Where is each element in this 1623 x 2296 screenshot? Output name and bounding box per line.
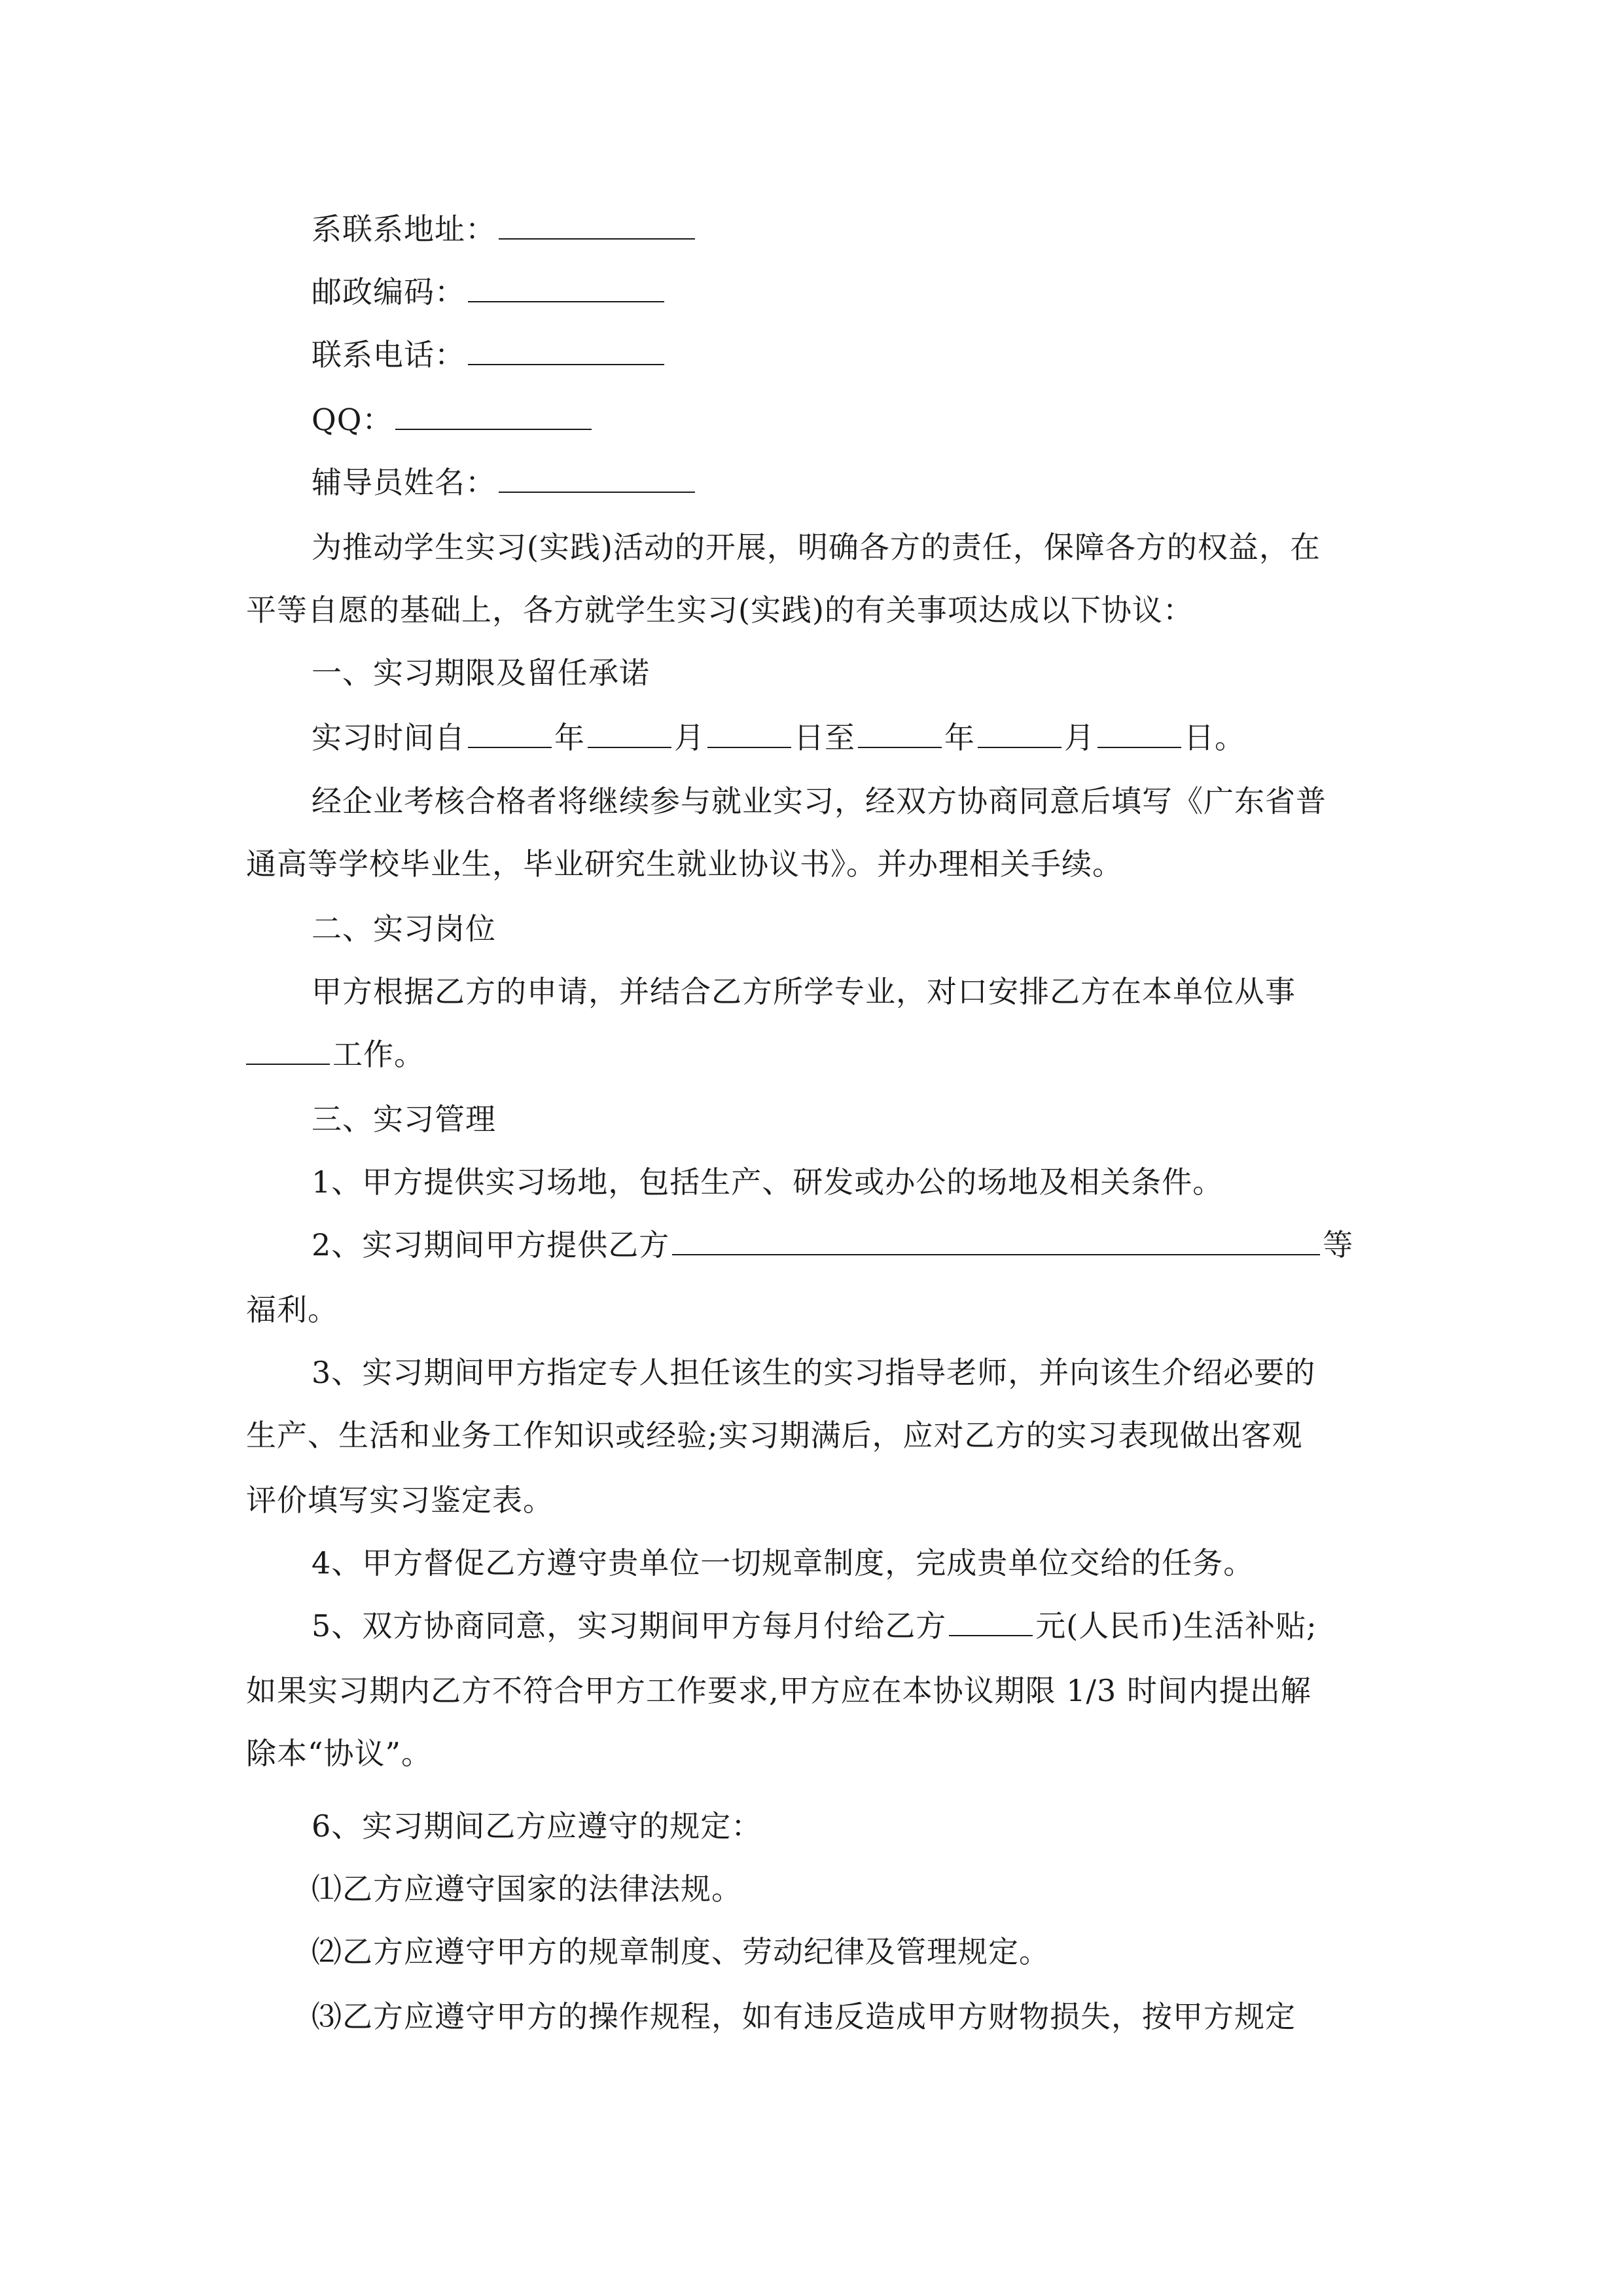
contact-address-blank[interactable] <box>499 209 695 240</box>
year-label: 年 <box>554 720 585 755</box>
intro-line-2: 平等自愿的基础上，各方就学生实习(实践)的有关事项达成以下协议： <box>246 592 1194 628</box>
management-item-6: 6、实习期间乙方应遵守的规定： <box>312 1808 762 1844</box>
contact-postcode-row <box>312 272 667 312</box>
contact-address-label: 系联系地址： <box>312 211 496 247</box>
position-blank[interactable] <box>246 1035 330 1065</box>
section2-heading: 二、实习岗位 <box>312 911 496 946</box>
start-year-blank[interactable] <box>468 718 552 748</box>
contact-postcode-blank[interactable] <box>468 272 664 302</box>
end-month-blank[interactable] <box>978 718 1061 748</box>
section1-heading: 一、实习期限及留任承诺 <box>312 655 650 691</box>
management-item-1: 1、甲方提供实习场地，包括生产、研发或办公的场地及相关条件。 <box>312 1164 1224 1200</box>
management-item-5-line-2: 如果实习期内乙方不符合甲方工作要求,甲方应在本协议期限 1/3 时间内提出解 <box>246 1673 1311 1708</box>
year2-label: 年 <box>944 720 975 755</box>
end-year-blank[interactable] <box>858 718 942 748</box>
contact-postcode-label: 邮政编码： <box>312 274 465 310</box>
rule-3: ⑶乙方应遵守甲方的操作规程，如有违反造成甲方财物损失，按甲方规定 <box>312 1999 1296 2034</box>
management-item-5-line-3: 除本“协议”。 <box>246 1736 433 1771</box>
retain-line-1: 经企业考核合格者将继续参与就业实习，经双方协商同意后填写《广东省普 <box>312 783 1327 819</box>
management-item-3-line-3: 评价填写实习鉴定表。 <box>246 1482 554 1518</box>
management-item-2-cont: 福利。 <box>246 1292 338 1327</box>
allowance-blank[interactable] <box>949 1606 1033 1636</box>
start-day-blank[interactable] <box>707 718 791 748</box>
intro-line-1: 为推动学生实习(实践)活动的开展，明确各方的责任，保障各方的权益，在 <box>312 529 1321 565</box>
position-suffix: 工作。 <box>332 1037 425 1072</box>
end-day-blank[interactable] <box>1097 718 1181 748</box>
item2-suffix: 等 <box>1323 1227 1354 1263</box>
section3-heading: 三、实习管理 <box>312 1102 496 1137</box>
position-line-2 <box>246 1035 425 1074</box>
contact-phone-blank[interactable] <box>468 335 664 365</box>
management-item-3-line-1: 3、实习期间甲方指定专人担任该生的实习指导老师，并向该生介绍必要的 <box>312 1355 1316 1390</box>
contact-qq-blank[interactable] <box>395 400 592 430</box>
start-month-blank[interactable] <box>588 718 671 748</box>
contact-counselor-label: 辅导员姓名： <box>312 465 496 500</box>
rule-2: ⑵乙方应遵守甲方的规章制度、劳动纪律及管理规定。 <box>312 1934 1050 1969</box>
contact-phone-label: 联系电话： <box>312 337 465 372</box>
internship-period-row <box>312 718 1245 757</box>
contact-qq-label: QQ： <box>312 402 393 437</box>
retain-line-2: 通高等学校毕业生，毕业研究生就业协议书》。并办理相关手续。 <box>246 846 1123 882</box>
item2-prefix: 2、实习期间甲方提供乙方 <box>312 1227 670 1263</box>
month-label: 月 <box>674 720 705 755</box>
management-item-5 <box>312 1606 1317 1645</box>
contact-counselor-row <box>312 463 698 502</box>
item5-prefix: 5、双方协商同意，实习期间甲方每月付给乙方 <box>312 1608 947 1643</box>
position-line-1: 甲方根据乙方的申请，并结合乙方所学专业，对口安排乙方在本单位从事 <box>312 974 1296 1009</box>
contact-counselor-blank[interactable] <box>499 463 695 493</box>
item5-suffix: 元(人民币)生活补贴; <box>1035 1608 1317 1643</box>
management-item-3-line-2: 生产、生活和业务工作知识或经验;实习期满后，应对乙方的实习表现做出客观 <box>246 1418 1303 1453</box>
management-item-4: 4、甲方督促乙方遵守贵单位一切规章制度，完成贵单位交给的任务。 <box>312 1545 1255 1581</box>
contact-phone-row <box>312 335 667 374</box>
month2-label: 月 <box>1064 720 1095 755</box>
contact-address-row <box>312 209 698 249</box>
period-prefix: 实习时间自 <box>312 720 465 755</box>
day-to-label: 日至 <box>794 720 855 755</box>
management-item-2 <box>312 1225 1353 1265</box>
welfare-blank[interactable] <box>672 1225 1320 1255</box>
rule-1: ⑴乙方应遵守国家的法律法规。 <box>312 1871 742 1907</box>
contact-qq-row <box>312 400 594 439</box>
day-end-label: 日。 <box>1184 720 1245 755</box>
